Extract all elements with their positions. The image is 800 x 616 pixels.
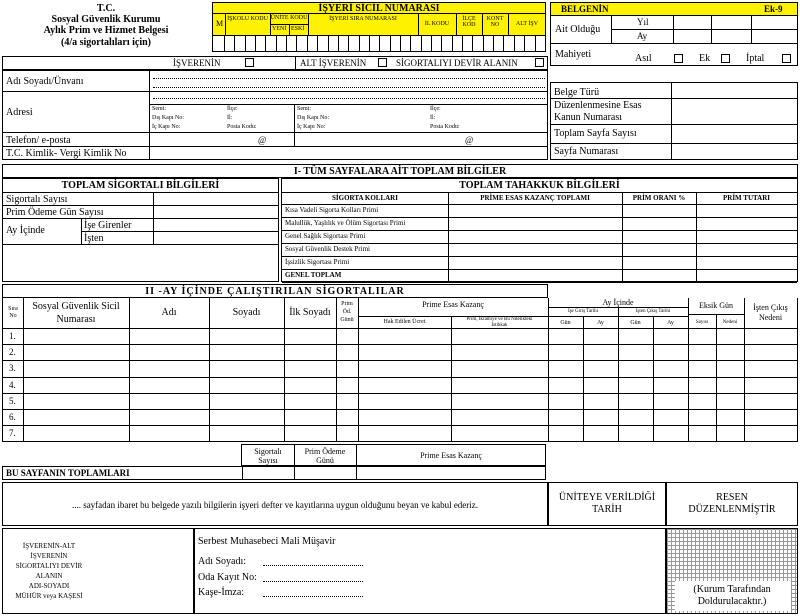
alt-isverenin-label: ALT İŞVERENİN xyxy=(300,58,367,68)
isveren-info-block xyxy=(2,70,548,160)
prim-orani-header: PRİM ORANI % xyxy=(632,194,686,202)
row-number: 6. xyxy=(9,412,16,422)
ay-icinde-label: Ay İçinde xyxy=(6,225,45,236)
il-label-2: İl: xyxy=(430,115,436,121)
col-cikis-nedeni-1: İşten Çıkış xyxy=(753,303,788,312)
sig-bilgi-box xyxy=(2,178,279,282)
sayfa-no-label: Sayfa Numarası xyxy=(554,146,619,157)
dis-kapi-label-1: Dış Kapı No: xyxy=(152,115,184,121)
ilce-label-1: İlçe: xyxy=(227,106,238,112)
col-adi: Adı xyxy=(161,307,177,318)
col-giris-gun: Gün xyxy=(560,320,571,326)
dis-kapi-label-2: Dış Kapı No: xyxy=(297,115,329,121)
smmm-adi-field[interactable] xyxy=(263,565,363,566)
tc-kimlik-label: T.C. Kimlik- Vergi Kimlik No xyxy=(6,148,127,159)
row-number: 1. xyxy=(9,331,16,341)
sicil-yeni: YENİ xyxy=(272,26,287,32)
sicil-il: İL KODU xyxy=(424,21,450,27)
pek-toplami-header: PRİME ESAS KAZANÇ TOPLAMI xyxy=(480,194,590,202)
sicil-unite: ÜNİTE KODU xyxy=(270,15,308,21)
yil-label: Yıl xyxy=(637,17,649,27)
sigorta-kolu-3: Sosyal Güvenlik Destek Primi xyxy=(285,245,370,253)
header-doc-title: Aylık Prim ve Hizmet Belgesi xyxy=(43,25,169,36)
ek-checkbox[interactable] xyxy=(721,54,730,63)
col-ikramiye-2: İstihkak xyxy=(491,323,508,328)
table-row[interactable] xyxy=(3,328,797,344)
imza-box xyxy=(2,528,194,614)
ait-oldugu-label: Ait Olduğu xyxy=(555,24,601,35)
kanun-label-1: Düzenlenmesine Esas xyxy=(554,100,642,111)
prim-gun-label: Prim Ödeme Gün Sayısı xyxy=(6,207,104,218)
sicil-eski: ESKİ xyxy=(291,26,305,32)
ic-kapi-label-2: İç Kapı No: xyxy=(297,124,326,130)
mahiyeti-label: Mahiyeti xyxy=(555,49,592,60)
col-ikramiye-1: Prim, İkramiye ve Bu Nitelikteki xyxy=(466,317,533,322)
belge-turu-block xyxy=(550,82,798,160)
col-eksik-nedeni: Nedeni xyxy=(722,320,738,325)
col-cikis-nedeni-2: Nedeni xyxy=(758,313,783,322)
row-number: 4. xyxy=(9,379,16,390)
imza-3: SİGORTALIYI DEVİR xyxy=(15,562,83,570)
col-cikis-ay: Ay xyxy=(667,320,674,326)
section2-title: II -AY İÇİNDE ÇALIŞTIRILAN SİGORTALILAR xyxy=(145,286,405,297)
col-prim-gun-3: Günü xyxy=(340,317,354,323)
smmm-label: Serbest Muhasebeci Mali Müşavir xyxy=(198,536,336,547)
imza-1: İŞVERENİN-ALT xyxy=(22,542,76,550)
posta-kodu-label-1: Posta Kodu: xyxy=(227,124,257,130)
header-institution: Sosyal Güvenlik Kurumu xyxy=(51,14,161,25)
belgenin-label: BELGENİN xyxy=(561,4,609,14)
table-row[interactable] xyxy=(3,344,797,360)
isverenin-label: İŞVERENİN xyxy=(173,58,221,68)
unite-label-1: ÜNİTEYE VERİLDİĞİ xyxy=(558,492,656,503)
totals-header xyxy=(241,444,546,466)
row-number: 5. xyxy=(9,395,16,406)
sigorta-kolu-4: İşsizlik Sigortası Primi xyxy=(285,258,350,266)
sig-kollari-header: SİGORTA KOLLARI xyxy=(332,194,398,202)
isveren-choice-row xyxy=(2,56,548,70)
table-row[interactable] xyxy=(3,360,797,376)
adres-field-1[interactable] xyxy=(153,98,545,99)
col-ay-icinde: Ay İçinde xyxy=(602,298,634,307)
il-label-1: İl: xyxy=(227,115,233,121)
tahakkuk-box xyxy=(281,178,798,282)
row-number: 3. xyxy=(9,363,16,374)
resen-label-1: RESEN xyxy=(716,492,748,503)
imza-5: ADI-SOYADI xyxy=(28,582,70,590)
sicil-alt-isv: ALT İŞV xyxy=(515,21,539,27)
belgenin-bar xyxy=(550,2,798,16)
adi-soyadi-field-2[interactable] xyxy=(153,87,545,88)
posta-kodu-label-2: Posta Kodu: xyxy=(430,124,460,130)
sig-bilgi-title: TOPLAM SİGORTALI BİLGİLERİ xyxy=(61,180,220,191)
mahiyeti-box xyxy=(550,44,798,66)
unite-box xyxy=(548,482,666,526)
sigorta-kolu-2: Genel Sağlık Sigortası Primi xyxy=(285,232,366,240)
ic-kapi-label-1: İç Kapı No: xyxy=(152,124,181,130)
tot-pek: Prime Esas Kazanç xyxy=(420,451,482,460)
col-hak-edilen: Hak Edilen Ücret xyxy=(383,319,426,325)
col-ilk-soyadi: İlk Soyadı xyxy=(289,307,331,318)
sicil-title: İŞYERİ SİCİL NUMARASI xyxy=(318,3,440,14)
imza-4: ALANIN xyxy=(35,572,63,580)
imza-6: MÜHÜR veya KAŞESİ xyxy=(15,592,83,600)
ilce-label-2: İlçe: xyxy=(430,106,441,112)
col-giris-ay: Ay xyxy=(597,320,604,326)
sigorta-kolu-1: Malullük, Yaşlılık ve Ölüm Sigortası Primi xyxy=(285,219,406,227)
row-number: 2. xyxy=(9,347,16,358)
smmm-adi-label: Adı Soyadı: xyxy=(198,556,247,567)
col-prim-gun-2: Öd. xyxy=(342,309,352,315)
adi-soyadi-field-1[interactable] xyxy=(153,78,545,79)
col-sicil-2: Numarası xyxy=(56,314,96,325)
adresi-label: Adresi xyxy=(6,107,33,118)
kurum-box xyxy=(666,528,798,614)
section1-title-bar xyxy=(2,164,798,178)
tot-prim-gun-2: Günü xyxy=(316,456,334,465)
kurum-label-2: Doldurulacaktır.) xyxy=(697,596,767,607)
table-row[interactable] xyxy=(3,377,797,393)
section1-title: I- TÜM SAYFALARA AİT TOPLAM BİLGİLER xyxy=(293,166,507,177)
table-row[interactable] xyxy=(3,425,797,441)
col-pek: Prime Esas Kazanç xyxy=(422,300,484,309)
asil-checkbox[interactable] xyxy=(674,54,683,63)
at-sign-2: @ xyxy=(465,135,474,145)
header-block xyxy=(0,0,212,52)
sicil-sira: İŞYERİ SIRA NUMARASI xyxy=(329,16,397,22)
col-sicil-1: Sosyal Güvenlik Sicil xyxy=(32,301,120,312)
asil-label: Asıl xyxy=(635,53,652,64)
imza-2: İŞVERENİN xyxy=(30,552,68,560)
table-row[interactable] xyxy=(3,409,797,425)
sicil-header-row xyxy=(212,14,546,36)
beyan-box xyxy=(2,482,548,526)
unite-label-2: TARİH xyxy=(592,504,622,515)
col-sira-2: No xyxy=(9,313,17,319)
smmm-kase-field[interactable] xyxy=(263,596,363,597)
isverenin-checkbox[interactable] xyxy=(245,58,254,67)
sicil-m: M xyxy=(216,19,224,28)
col-ise-giris: İşe Giriş Tarihi xyxy=(567,309,599,314)
ait-oldugu-box xyxy=(550,16,798,44)
sicil-ilce: İLÇE KOD xyxy=(462,16,476,28)
sigortali-table xyxy=(2,298,798,442)
table-row[interactable] xyxy=(3,393,797,409)
kanun-label-2: Kanun Numarası xyxy=(554,112,623,123)
col-sira-1: Sıra xyxy=(8,306,18,312)
ek-mahiyet-label: Ek xyxy=(699,53,711,64)
sayfa-toplam-label[interactable]: BU SAYFANIN TOPLAMLARI xyxy=(6,468,130,478)
smmm-kase-label: Kaşe-İmza: xyxy=(198,587,245,598)
iptal-checkbox[interactable] xyxy=(782,54,791,63)
telefon-label: Telefon/ e-posta xyxy=(6,135,71,146)
tot-sig-sayisi-1: Sigortalı xyxy=(254,447,282,456)
section2-title-bar xyxy=(2,284,548,298)
sicil-kont: KONT NO xyxy=(486,16,504,28)
row-number: 7. xyxy=(9,428,16,439)
smmm-oda-field[interactable] xyxy=(263,581,363,582)
header-tc: T.C. xyxy=(96,3,116,14)
prim-tutari-header: PRİM TUTARI xyxy=(723,194,770,202)
sicil-iskolu: İŞKOLU KODU xyxy=(227,16,268,22)
devir-label: SİGORTALIYI DEVİR ALANIN xyxy=(396,58,518,68)
at-sign-1: @ xyxy=(258,135,267,145)
ay-label: Ay xyxy=(637,31,648,41)
ek-label: Ek-9 xyxy=(764,4,783,14)
totals-row xyxy=(2,466,546,480)
sigorta-kolu-5: GENEL TOPLAM xyxy=(285,271,342,279)
col-cikis-gun: Gün xyxy=(630,320,641,326)
col-soyadi: Soyadı xyxy=(232,307,261,318)
toplam-sayfa-label: Toplam Sayfa Sayısı xyxy=(554,128,637,139)
tot-sig-sayisi-2: Sayısı xyxy=(258,456,278,465)
col-prim-gun-1: Prim xyxy=(341,301,353,307)
semt-label-1: Semt: xyxy=(152,106,167,112)
ise-girenler-label: İşe Girenler xyxy=(84,220,132,231)
iptal-label: İptal xyxy=(746,53,765,64)
kurum-label-1: (Kurum Tarafından xyxy=(693,584,771,595)
col-eksik-sayisi: Sayısı xyxy=(695,320,709,325)
resen-box xyxy=(666,482,798,526)
header-doc-sub: (4/a sigortalıları için) xyxy=(61,37,151,48)
beyan-text: .... sayfadan ibaret bu belgede yazılı bilgilerin işyeri defter ve kayıtlarına uygun olduğunu beyan ve kabul ederiz. xyxy=(71,500,479,510)
col-eksik-gun: Eksik Gün xyxy=(699,301,733,310)
isten-label: İşten xyxy=(84,233,104,244)
devir-checkbox[interactable] xyxy=(535,58,544,67)
smmm-box xyxy=(194,528,666,614)
tot-prim-gun-1: Prim Ödeme xyxy=(304,447,346,456)
resen-label-2: DÜZENLENMİŞTİR xyxy=(688,504,776,515)
col-isten-cikis: İşten Çıkış Tarihi xyxy=(635,309,671,314)
sicil-title-bar xyxy=(212,2,546,14)
alt-isverenin-checkbox[interactable] xyxy=(378,58,387,67)
sigortali-sayisi-label: Sigortalı Sayısı xyxy=(6,194,68,205)
belge-turu-label: Belge Türü xyxy=(554,87,600,98)
tahakkuk-title: TOPLAM TAHAKKUK BİLGİLERİ xyxy=(459,180,620,191)
adi-soyadi-label: Adı Soyadı/Ünvanı xyxy=(6,76,84,87)
semt-label-2: Semt: xyxy=(297,106,312,112)
sigorta-kolu-0: Kısa Vadeli Sigorta Kolları Primi xyxy=(285,206,379,214)
smmm-oda-label: Oda Kayıt No: xyxy=(198,572,257,583)
